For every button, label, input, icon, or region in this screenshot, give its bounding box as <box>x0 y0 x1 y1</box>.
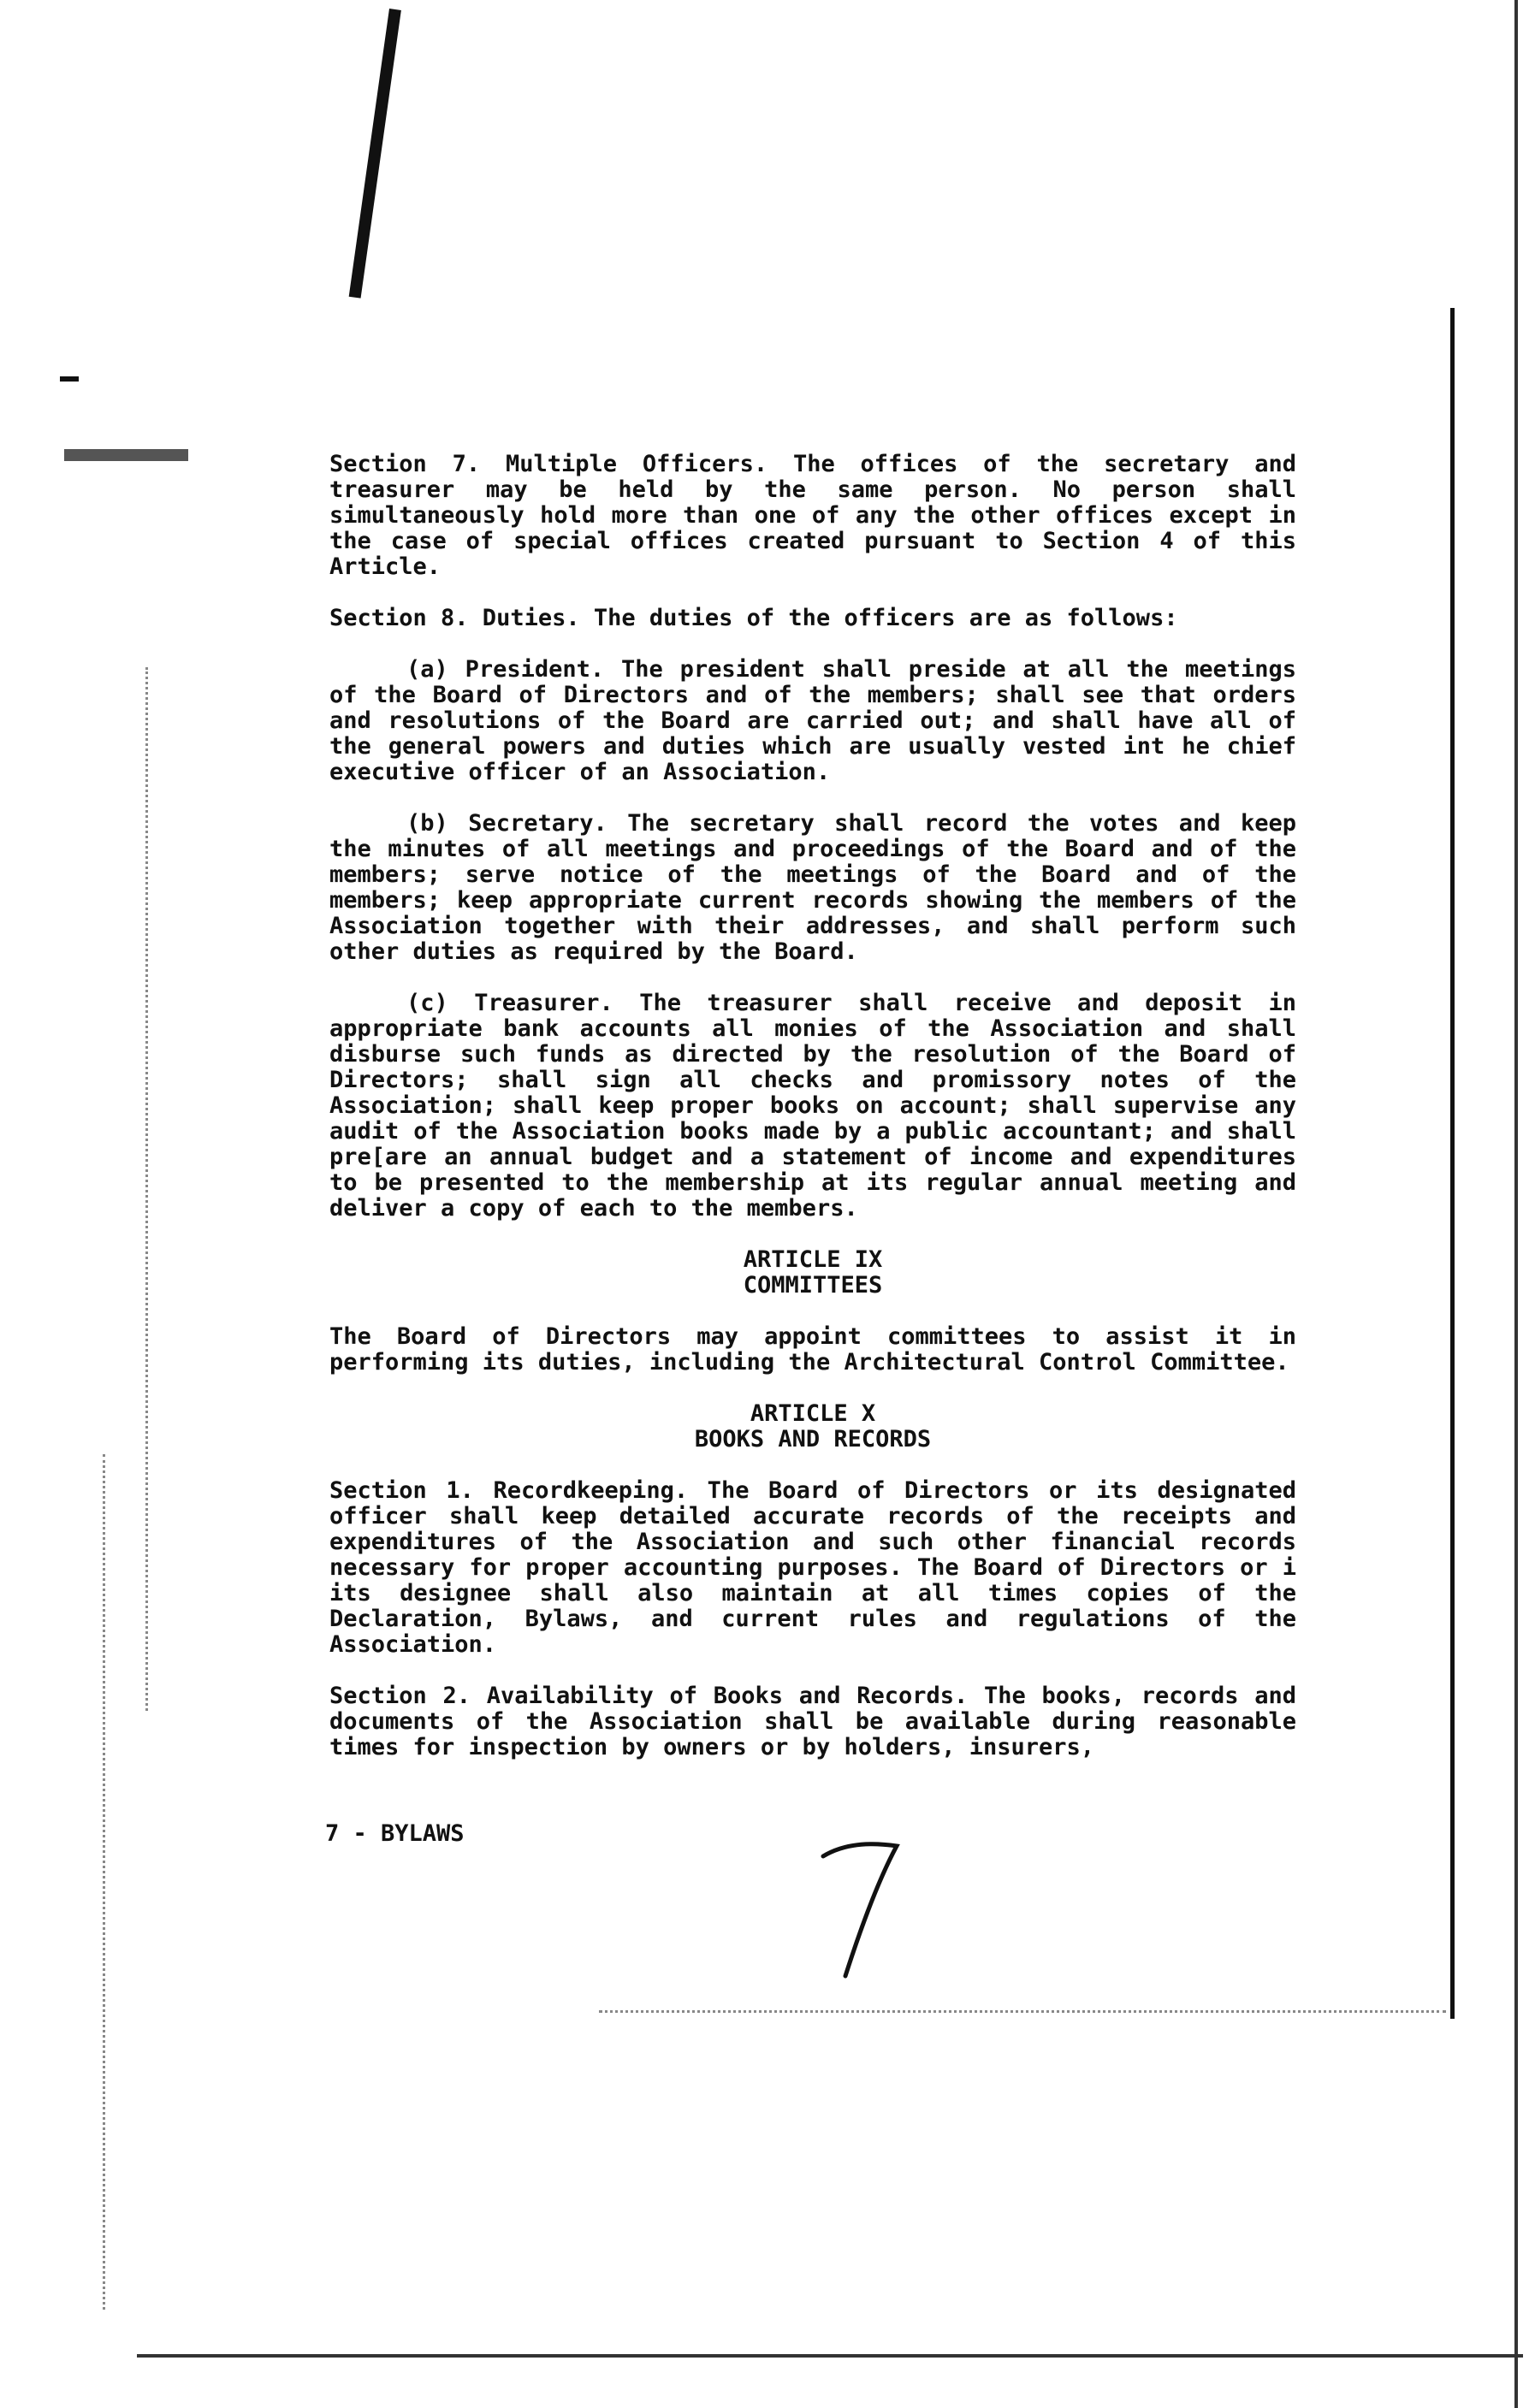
bottom-border-line <box>137 2354 1523 2358</box>
duty-secretary: (b) Secretary. The secretary shall record the votes and keep the minutes of all meetings and proceedings of the Board and of the members; serve notice of the meetings of the Board and of the members; keep appropriate current records showing the members of the Association together with their addresses, and shall perform such other duties as required by the Board. <box>329 810 1296 965</box>
left-margin-dotted-line <box>145 667 148 1711</box>
handwritten-page-number <box>813 1831 916 1985</box>
article-9-number: ARTICLE IX <box>743 1246 883 1273</box>
left-edge-dotted-line <box>103 1454 105 2310</box>
article-9-title: COMMITTEES <box>743 1272 883 1299</box>
section-7-multiple-officers: Section 7. Multiple Officers. The offices of the secretary and treasurer may be held by the same person. No person shall simultaneously hold more than one of any the other offices except in the case of special offices created pursuant to Section 4 of this Article. <box>329 451 1296 580</box>
article-10-heading <box>329 1401 1296 1452</box>
page-footer: 7 - BYLAWS <box>325 1820 465 1847</box>
left-margin-dash <box>60 376 79 382</box>
duty-president: (a) President. The president shall preside at all the meetings of the Board of Directors and of the members; shall see that orders and resolutions of the Board are carried out; and shall have all of the general powers and duties which are usually vested int he chief executive officer of an Association. <box>329 656 1296 785</box>
right-border-line <box>1450 308 1455 2019</box>
article-10-title: BOOKS AND RECORDS <box>694 1426 932 1452</box>
article-10-section-1: Section 1. Recordkeeping. The Board of Directors or its designated officer shall keep detailed accurate records of the receipts and expenditures of the Association and such other financial records necessary for proper accounting purposes. The Board of Directors or i its designee shall also maintain at all times copies of the Declaration, Bylaws, and current rules and regulations of the Association. <box>329 1477 1296 1658</box>
article-10-number: ARTICLE X <box>750 1400 876 1427</box>
left-margin-smudge <box>64 449 188 461</box>
bottom-dotted-line <box>599 2010 1446 2013</box>
right-edge-line <box>1514 0 1518 2408</box>
document-body <box>329 452 1296 1786</box>
article-9-heading <box>329 1247 1296 1299</box>
article-10-section-2: Section 2. Availability of Books and Records. The books, records and documents of the Association shall be available during reasonable times for inspection by owners or by holders, insurers, <box>329 1683 1296 1760</box>
scan-slash-mark <box>349 9 401 299</box>
section-8-duties: Section 8. Duties. The duties of the officers are as follows: <box>329 605 1178 631</box>
article-9-text: The Board of Directors may appoint committees to assist it in performing its duties, including the Architectural Control Committee. <box>329 1323 1296 1376</box>
duty-treasurer: (c) Treasurer. The treasurer shall receive and deposit in appropriate bank accounts all monies of the Association and shall disburse such funds as directed by the resolution of the Board of Directors; shall sign all checks and promissory notes of the Association; shall keep proper books on account; shall supervise any audit of the Association books made by a public accountant; and shall pre[are an annual budget and a statement of income and expenditures to be presented to the membership at its regular annual meeting and deliver a copy of each to the members. <box>329 990 1296 1222</box>
